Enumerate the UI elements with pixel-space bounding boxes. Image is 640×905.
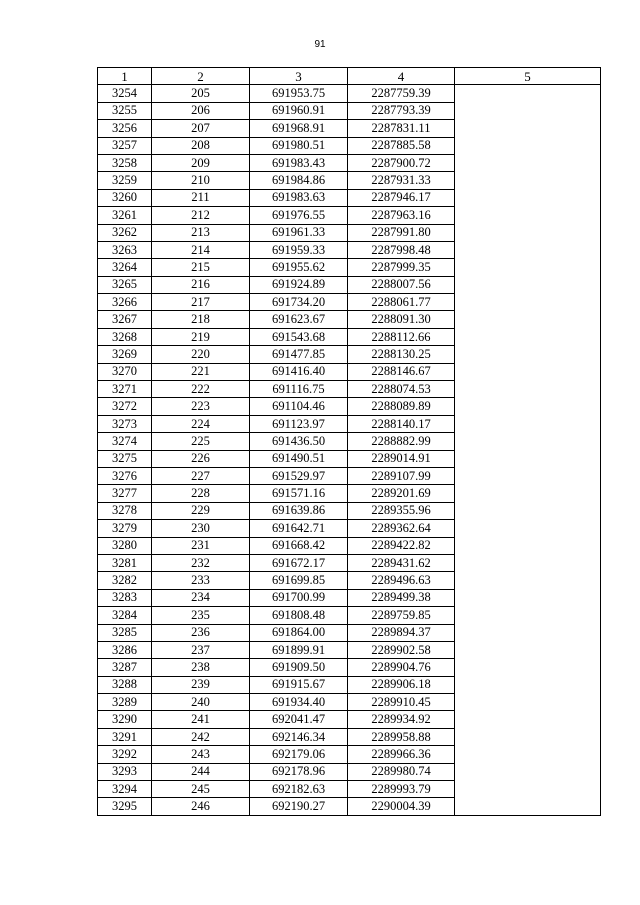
table-cell-col-2: 222 [152, 381, 250, 398]
table-cell-col-3: 691123.97 [250, 415, 348, 432]
table-cell-col-2: 230 [152, 520, 250, 537]
table-cell-col-2: 231 [152, 537, 250, 554]
table-cell-col-1: 3287 [98, 659, 152, 676]
table-cell-col-2: 217 [152, 294, 250, 311]
table-cell-col-1: 3285 [98, 624, 152, 641]
table-cell-col-2: 226 [152, 450, 250, 467]
table-cell-col-4: 2289422.82 [348, 537, 455, 554]
table-cell-col-1: 3255 [98, 102, 152, 119]
table-cell-col-4: 2289431.62 [348, 554, 455, 571]
table-cell-col-3: 692190.27 [250, 798, 348, 815]
table-cell-col-2: 229 [152, 502, 250, 519]
table-cell-col-4: 2288882.99 [348, 433, 455, 450]
column-header-1: 1 [98, 68, 152, 85]
table-cell-col-1: 3261 [98, 207, 152, 224]
table-cell-col-1: 3275 [98, 450, 152, 467]
table-cell-col-4: 2287999.35 [348, 259, 455, 276]
table-cell-col-2: 233 [152, 572, 250, 589]
table-cell-col-3: 691984.86 [250, 172, 348, 189]
table-cell-col-3: 691639.86 [250, 502, 348, 519]
table-cell-col-1: 3290 [98, 711, 152, 728]
table-cell-col-3: 691529.97 [250, 467, 348, 484]
table-cell-col-4: 2287963.16 [348, 207, 455, 224]
table-cell-col-4: 2289362.64 [348, 520, 455, 537]
table-cell-col-3: 691980.51 [250, 137, 348, 154]
table-cell-col-2: 206 [152, 102, 250, 119]
table-cell-col-3: 691976.55 [250, 207, 348, 224]
table-cell-col-2: 235 [152, 607, 250, 624]
table-cell-col-3: 691909.50 [250, 659, 348, 676]
table-cell-col-2: 243 [152, 746, 250, 763]
table-cell-col-1: 3286 [98, 641, 152, 658]
table-cell-col-4: 2289904.76 [348, 659, 455, 676]
table-cell-col-4: 2288112.66 [348, 328, 455, 345]
table-cell-col-3: 692178.96 [250, 763, 348, 780]
table-cell-col-1: 3270 [98, 363, 152, 380]
table-cell-col-4: 2289980.74 [348, 763, 455, 780]
table-cell-col-3: 692182.63 [250, 781, 348, 798]
table-cell-col-4: 2288074.53 [348, 381, 455, 398]
table-cell-col-1: 3277 [98, 485, 152, 502]
table-cell-col-4: 2288091.30 [348, 311, 455, 328]
table-cell-col-1: 3268 [98, 328, 152, 345]
column-header-2: 2 [152, 68, 250, 85]
table-cell-col-1: 3265 [98, 276, 152, 293]
table-cell-col-1: 3284 [98, 607, 152, 624]
table-cell-col-2: 220 [152, 346, 250, 363]
table-cell-col-1: 3278 [98, 502, 152, 519]
table-cell-col-3: 691623.67 [250, 311, 348, 328]
table-cell-col-1: 3292 [98, 746, 152, 763]
table-cell-col-3: 691490.51 [250, 450, 348, 467]
table-cell-col-4: 2288130.25 [348, 346, 455, 363]
table-cell-col-3: 691699.85 [250, 572, 348, 589]
table-cell-col-1: 3271 [98, 381, 152, 398]
table-cell-col-1: 3262 [98, 224, 152, 241]
table-cell-col-2: 238 [152, 659, 250, 676]
table-cell-col-1: 3282 [98, 572, 152, 589]
table-cell-col-3: 691116.75 [250, 381, 348, 398]
table-cell-col-1: 3267 [98, 311, 152, 328]
table-row [98, 85, 601, 102]
table-cell-col-3: 691983.63 [250, 189, 348, 206]
table-cell-col-4: 2288007.56 [348, 276, 455, 293]
table-cell-col-3: 691959.33 [250, 241, 348, 258]
table-cell-col-3: 691983.43 [250, 154, 348, 171]
table-cell-col-2: 237 [152, 641, 250, 658]
table-cell-col-2: 225 [152, 433, 250, 450]
table-cell-col-3: 692179.06 [250, 746, 348, 763]
table-cell-col-1: 3295 [98, 798, 152, 815]
table-cell-col-2: 216 [152, 276, 250, 293]
table-cell-col-3: 691808.48 [250, 607, 348, 624]
table-cell-col-2: 209 [152, 154, 250, 171]
table-cell-col-2: 246 [152, 798, 250, 815]
table-cell-col-1: 3280 [98, 537, 152, 554]
table-cell-col-4: 2289496.63 [348, 572, 455, 589]
table-cell-col-4: 2289014.91 [348, 450, 455, 467]
table-cell-col-2: 218 [152, 311, 250, 328]
table-cell-col-1: 3257 [98, 137, 152, 154]
table-cell-col-1: 3256 [98, 120, 152, 137]
table-cell-col-2: 236 [152, 624, 250, 641]
table-cell-col-4: 2289759.85 [348, 607, 455, 624]
table-cell-col-4: 2287900.72 [348, 154, 455, 171]
table-body [98, 85, 601, 815]
table-cell-col-4: 2289993.79 [348, 781, 455, 798]
table-cell-col-2: 207 [152, 120, 250, 137]
table-cell-col-1: 3283 [98, 589, 152, 606]
table-cell-col-3: 691734.20 [250, 294, 348, 311]
table-cell-col-3: 691968.91 [250, 120, 348, 137]
table-cell-col-1: 3294 [98, 781, 152, 798]
table-cell-col-1: 3260 [98, 189, 152, 206]
table-cell-col-3: 691477.85 [250, 346, 348, 363]
page-number: 91 [314, 39, 326, 50]
column-header-3: 3 [250, 68, 348, 85]
table-cell-col-4: 2289894.37 [348, 624, 455, 641]
table-cell-col-1: 3269 [98, 346, 152, 363]
table-cell-col-4: 2287931.33 [348, 172, 455, 189]
table-cell-col-4: 2289906.18 [348, 676, 455, 693]
table-cell-col-2: 224 [152, 415, 250, 432]
table-cell-col-3: 691899.91 [250, 641, 348, 658]
table-cell-col-1: 3276 [98, 467, 152, 484]
coordinates-table [97, 67, 601, 816]
table-cell-col-2: 215 [152, 259, 250, 276]
table-cell-col-1: 3266 [98, 294, 152, 311]
table-cell-col-2: 240 [152, 694, 250, 711]
table-cell-col-4: 2290004.39 [348, 798, 455, 815]
table-cell-col-4: 2289107.99 [348, 467, 455, 484]
table-cell-col-1: 3263 [98, 241, 152, 258]
header-row [98, 68, 601, 85]
table-cell-col-5-merged [455, 85, 601, 815]
table-cell-col-2: 210 [152, 172, 250, 189]
table-cell-col-2: 212 [152, 207, 250, 224]
table-cell-col-4: 2287946.17 [348, 189, 455, 206]
table-cell-col-1: 3293 [98, 763, 152, 780]
table-cell-col-4: 2289958.88 [348, 728, 455, 745]
table-cell-col-3: 691700.99 [250, 589, 348, 606]
table-cell-col-4: 2288089.89 [348, 398, 455, 415]
column-header-4: 4 [348, 68, 455, 85]
table-cell-col-1: 3254 [98, 85, 152, 102]
table-cell-col-2: 244 [152, 763, 250, 780]
table-cell-col-3: 691961.33 [250, 224, 348, 241]
table-cell-col-1: 3259 [98, 172, 152, 189]
column-header-5: 5 [455, 68, 601, 85]
table-cell-col-2: 208 [152, 137, 250, 154]
table-cell-col-1: 3258 [98, 154, 152, 171]
table-cell-col-2: 211 [152, 189, 250, 206]
table-cell-col-3: 691104.46 [250, 398, 348, 415]
table-cell-col-4: 2289201.69 [348, 485, 455, 502]
table-cell-col-1: 3272 [98, 398, 152, 415]
table-cell-col-2: 213 [152, 224, 250, 241]
table-cell-col-2: 214 [152, 241, 250, 258]
table-cell-col-4: 2288061.77 [348, 294, 455, 311]
table-cell-col-2: 219 [152, 328, 250, 345]
table-cell-col-4: 2287885.58 [348, 137, 455, 154]
table-cell-col-4: 2287793.39 [348, 102, 455, 119]
table-cell-col-1: 3289 [98, 694, 152, 711]
table-cell-col-3: 692146.34 [250, 728, 348, 745]
table-cell-col-3: 691436.50 [250, 433, 348, 450]
table-cell-col-2: 232 [152, 554, 250, 571]
table-cell-col-4: 2289910.45 [348, 694, 455, 711]
table-cell-col-1: 3274 [98, 433, 152, 450]
table-cell-col-2: 205 [152, 85, 250, 102]
table-cell-col-3: 691955.62 [250, 259, 348, 276]
table-cell-col-4: 2288140.17 [348, 415, 455, 432]
table-cell-col-4: 2289902.58 [348, 641, 455, 658]
table-cell-col-3: 691915.67 [250, 676, 348, 693]
table-cell-col-4: 2289934.92 [348, 711, 455, 728]
table-cell-col-1: 3281 [98, 554, 152, 571]
table-cell-col-3: 691543.68 [250, 328, 348, 345]
table-cell-col-3: 691642.71 [250, 520, 348, 537]
table-cell-col-3: 691934.40 [250, 694, 348, 711]
table-cell-col-1: 3291 [98, 728, 152, 745]
table-cell-col-2: 245 [152, 781, 250, 798]
table-cell-col-4: 2289355.96 [348, 502, 455, 519]
table-cell-col-2: 223 [152, 398, 250, 415]
table-cell-col-4: 2289499.38 [348, 589, 455, 606]
table-cell-col-3: 691571.16 [250, 485, 348, 502]
table-cell-col-1: 3279 [98, 520, 152, 537]
table-cell-col-1: 3288 [98, 676, 152, 693]
table-cell-col-2: 228 [152, 485, 250, 502]
table-cell-col-3: 691672.17 [250, 554, 348, 571]
table-cell-col-3: 691864.00 [250, 624, 348, 641]
table-cell-col-2: 227 [152, 467, 250, 484]
table-cell-col-4: 2287759.39 [348, 85, 455, 102]
table-cell-col-2: 242 [152, 728, 250, 745]
table-cell-col-3: 692041.47 [250, 711, 348, 728]
table-cell-col-1: 3273 [98, 415, 152, 432]
table-cell-col-1: 3264 [98, 259, 152, 276]
table-cell-col-3: 691953.75 [250, 85, 348, 102]
table-cell-col-4: 2287991.80 [348, 224, 455, 241]
table-cell-col-2: 241 [152, 711, 250, 728]
table-cell-col-2: 221 [152, 363, 250, 380]
table-cell-col-2: 239 [152, 676, 250, 693]
table-cell-col-3: 691416.40 [250, 363, 348, 380]
table-cell-col-3: 691960.91 [250, 102, 348, 119]
table-cell-col-4: 2288146.67 [348, 363, 455, 380]
table-cell-col-3: 691924.89 [250, 276, 348, 293]
table-cell-col-4: 2289966.36 [348, 746, 455, 763]
table-cell-col-4: 2287998.48 [348, 241, 455, 258]
table-cell-col-2: 234 [152, 589, 250, 606]
table-cell-col-4: 2287831.11 [348, 120, 455, 137]
table-cell-col-3: 691668.42 [250, 537, 348, 554]
